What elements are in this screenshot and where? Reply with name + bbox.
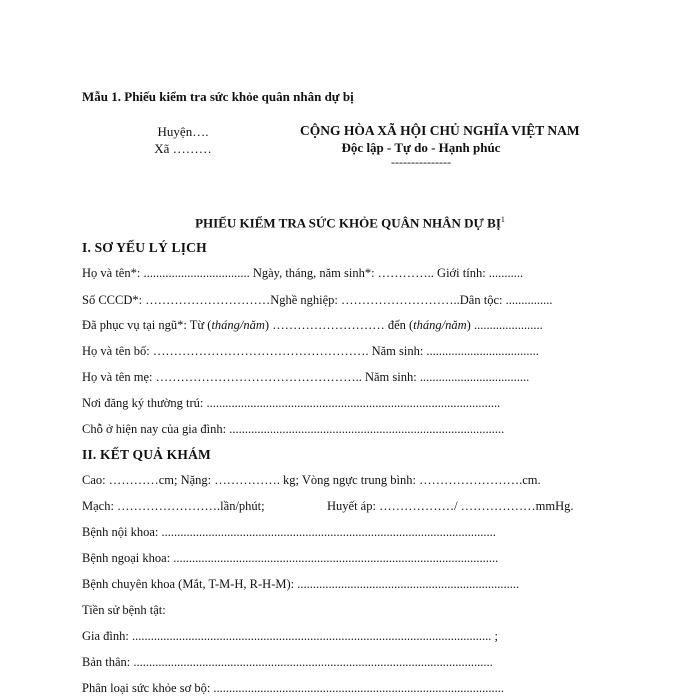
- service-middle: ) ……………………… đến (: [264, 318, 414, 332]
- self-history-row: Bản thân: ...................................................................................................................: [82, 655, 493, 669]
- id-row: Số CCCD*: …………………………Nghề nghiệp: ………………………..Dân tộc: ...............: [82, 293, 553, 307]
- pulse-field: Mạch: …………………….lần/phút;: [82, 499, 265, 513]
- specialist-disease-row: Bệnh chuyên khoa (Mắt, T-M-H, R-H-M): .......................................................................: [82, 577, 520, 591]
- section-2-title: II. KẾT QUẢ KHÁM: [82, 447, 211, 462]
- medical-history-label: Tiền sử bệnh tật:: [82, 603, 166, 617]
- header-right: [300, 122, 580, 169]
- service-unit-to: tháng/năm: [413, 318, 467, 332]
- district-line: Huyện….: [157, 124, 209, 139]
- service-prefix: Đã phục vụ tại ngũ*: Từ (: [82, 318, 212, 332]
- form-title: [0, 215, 700, 231]
- name-row: Họ và tên*: .................................. Ngày, tháng, năm sinh*: ………….. Giới tính: ...........: [82, 266, 524, 280]
- header-divider: ---------------: [391, 155, 451, 169]
- service-row: [82, 318, 543, 333]
- commune-line: Xã ………: [154, 141, 212, 156]
- family-history-row: Gia đình: ................................................................................................................... ;: [82, 629, 498, 643]
- document-label: Mẫu 1. Phiếu kiểm tra sức khỏe quân nhân dự bị: [82, 89, 354, 104]
- form-title-text: PHIẾU KIỂM TRA SỨC KHỎE QUÂN NHÂN DỰ BỊ: [195, 215, 501, 231]
- father-row: Họ và tên bố: ……………………………………………. Năm sinh: ....................................: [82, 344, 539, 358]
- header-left: [148, 123, 218, 157]
- current-address-row: Chỗ ở hiện nay của gia đình: ........................................................................................: [82, 422, 505, 436]
- section-1-title: I. SƠ YẾU LÝ LỊCH: [82, 240, 207, 255]
- blood-pressure-field: Huyết áp: ………………/ ………………mmHg.: [327, 499, 574, 513]
- national-motto: Độc lập - Tự do - Hạnh phúc: [341, 140, 501, 155]
- national-title: CỘNG HÒA XÃ HỘI CHỦ NGHĨA VIỆT NAM: [300, 123, 580, 138]
- body-measurements-row: Cao: …………cm; Nặng: ……………. kg; Vòng ngực trung bình: …………………….cm.: [82, 473, 541, 487]
- internal-disease-row: Bệnh nội khoa: ...........................................................................................................: [82, 525, 496, 539]
- mother-row: Họ và tên mẹ: ………………………………………….. Năm sinh: ...................................: [82, 370, 530, 384]
- surgical-disease-row: Bệnh ngoại khoa: ........................................................................................................: [82, 551, 499, 565]
- health-classification-row: Phân loại sức khỏe sơ bộ: .............................................................................................: [82, 681, 505, 695]
- service-unit-from: tháng/năm: [211, 318, 265, 332]
- form-title-footnote: 1: [500, 215, 505, 224]
- service-suffix: ) ......................: [466, 318, 543, 332]
- residence-row: Nơi đăng ký thường trú: ..............................................................................................: [82, 396, 501, 410]
